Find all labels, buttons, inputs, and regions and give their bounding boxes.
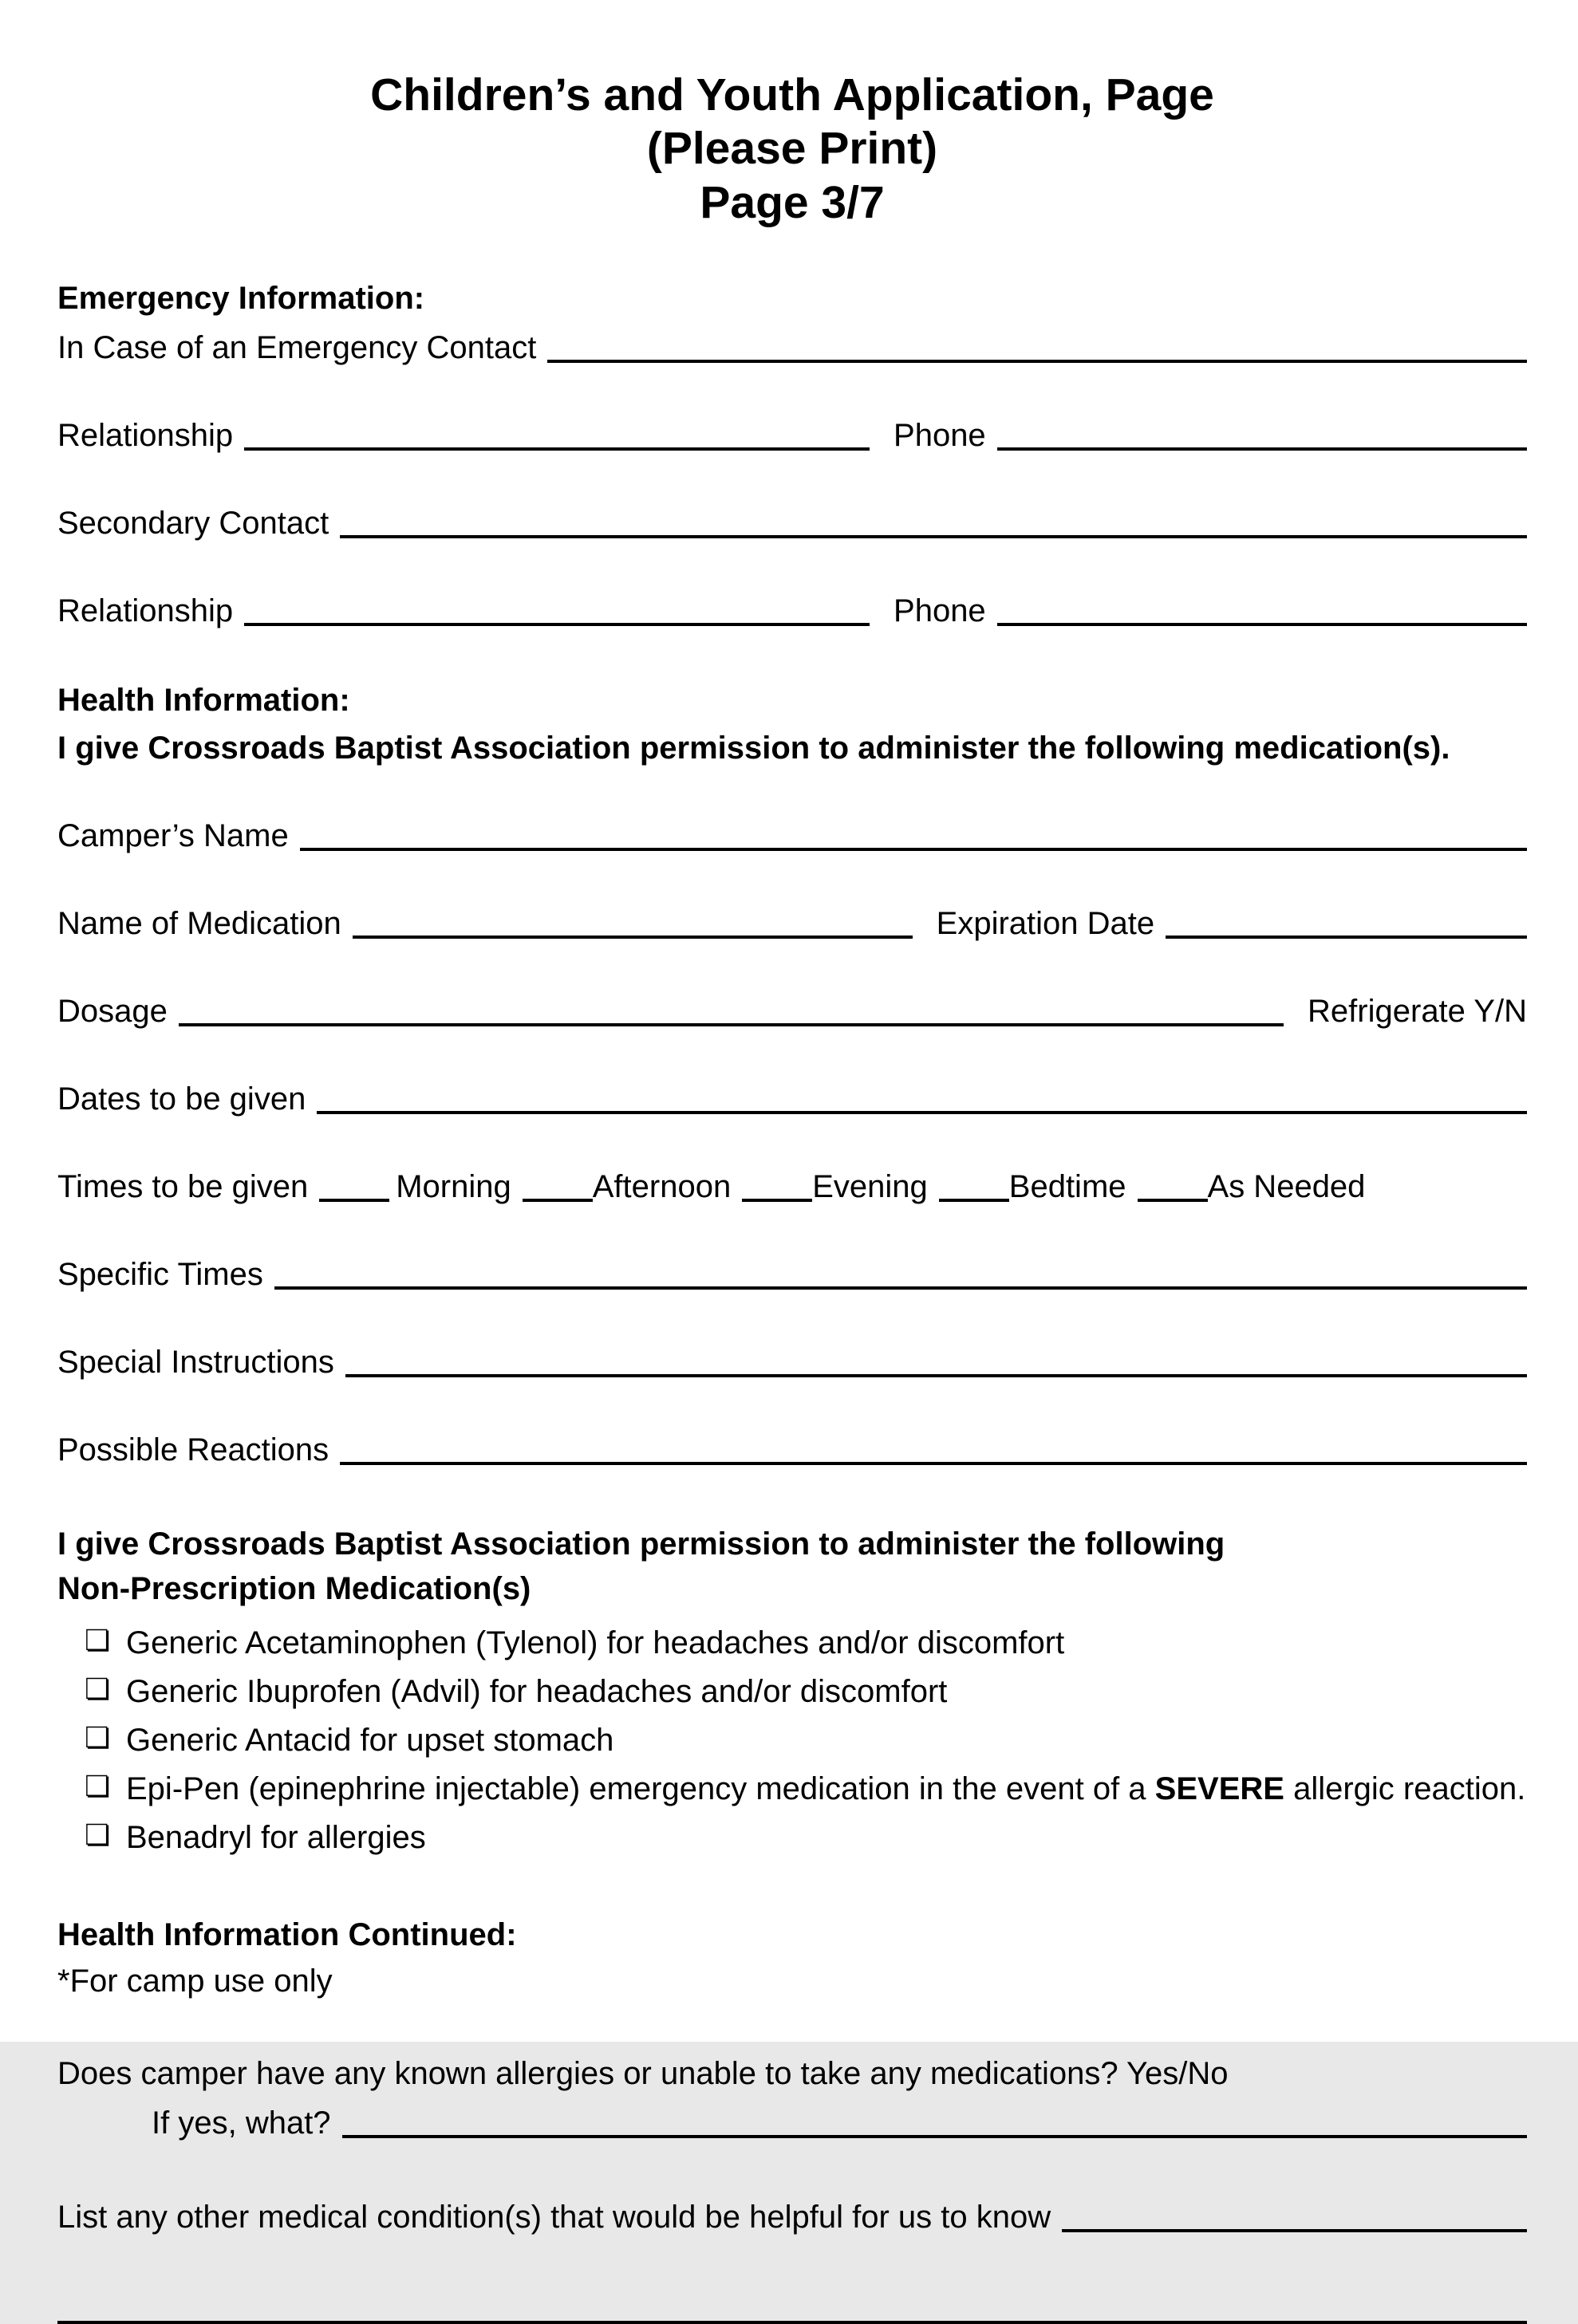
times-given-label: Times to be given <box>57 1168 309 1204</box>
emergency-information-heading: Emergency Information: <box>57 280 425 316</box>
secondary-contact-label: Secondary Contact <box>57 505 329 541</box>
page-title-line2: (Please Print) <box>646 123 938 175</box>
special-instructions-row <box>57 1341 1527 1383</box>
relationship-field-1[interactable] <box>244 447 870 451</box>
secondary-contact-field[interactable] <box>340 535 1527 538</box>
relationship-phone-row-2 <box>57 590 1527 632</box>
page-number: Page 3/7 <box>700 176 885 228</box>
list-item-label: Generic Antacid for upset stomach <box>126 1722 614 1758</box>
list-item-benadryl <box>57 1817 1527 1858</box>
possible-reactions-label: Possible Reactions <box>57 1432 329 1467</box>
special-instructions-field[interactable] <box>345 1374 1527 1377</box>
checkbox-icon[interactable]: ❏ <box>85 1672 111 1705</box>
camp-use-note-row <box>57 1960 1527 2002</box>
campers-name-label: Camper’s Name <box>57 817 289 853</box>
epipen-text-start: Epi-Pen (epinephrine injectable) emergency medication in the event of a <box>126 1771 1155 1806</box>
phone-label-2: Phone <box>894 593 986 628</box>
other-conditions-continuation-field[interactable] <box>57 2321 1527 2324</box>
page-title-line1: Children’s and Youth Application, Page <box>370 69 1214 120</box>
phone-field-1[interactable] <box>997 447 1527 451</box>
expiration-date-label: Expiration Date <box>936 905 1155 941</box>
epipen-text-end: allergic reaction. <box>1284 1771 1526 1806</box>
afternoon-label: Afternoon <box>592 1168 732 1204</box>
checkbox-icon[interactable]: ❏ <box>85 1818 111 1851</box>
evening-label: Evening <box>812 1168 928 1204</box>
emergency-contact-field[interactable] <box>547 360 1527 363</box>
dosage-label: Dosage <box>57 993 168 1029</box>
list-item-antacid <box>57 1719 1527 1761</box>
list-item-label: Generic Ibuprofen (Advil) for headaches and/or discomfort <box>126 1673 948 1709</box>
morning-label: Morning <box>396 1168 511 1204</box>
special-instructions-label: Special Instructions <box>57 1344 334 1380</box>
campers-name-row <box>57 815 1527 857</box>
dosage-field[interactable] <box>179 1023 1284 1026</box>
camp-use-note: *For camp use only <box>57 1963 333 1999</box>
campers-name-field[interactable] <box>300 848 1527 851</box>
possible-reactions-row <box>57 1429 1527 1471</box>
specific-times-field[interactable] <box>274 1286 1527 1290</box>
relationship-label-1: Relationship <box>57 417 234 453</box>
bedtime-label: Bedtime <box>1008 1168 1126 1204</box>
if-yes-label: If yes, what? <box>152 2105 331 2141</box>
list-item-ibuprofen <box>57 1671 1527 1712</box>
if-yes-field[interactable] <box>342 2135 1527 2138</box>
as-needed-checkbox-field[interactable] <box>1138 1199 1208 1202</box>
checkbox-icon[interactable]: ❏ <box>85 1623 111 1656</box>
list-item-acetaminophen <box>57 1622 1527 1664</box>
relationship-label-2: Relationship <box>57 593 234 628</box>
relationship-field-2[interactable] <box>244 623 870 626</box>
health-continued-heading: Health Information Continued: <box>57 1916 517 1952</box>
allergies-question: Does camper have any known allergies or unable to take any medications? Yes/No <box>57 2055 1229 2091</box>
list-item-label: Generic Acetaminophen (Tylenol) for headaches and/or discomfort <box>126 1625 1065 1660</box>
list-item-epipen <box>57 1768 1527 1810</box>
morning-checkbox-field[interactable] <box>319 1199 389 1202</box>
nonprescription-medication-list <box>57 1622 1527 1858</box>
allergies-question-row <box>57 2053 1527 2094</box>
secondary-contact-row <box>57 502 1527 544</box>
refrigerate-label: Refrigerate Y/N <box>1308 993 1527 1029</box>
other-conditions-row <box>57 2196 1527 2238</box>
phone-label-1: Phone <box>894 417 986 453</box>
list-item-label: Benadryl for allergies <box>126 1819 426 1855</box>
phone-field-2[interactable] <box>997 623 1527 626</box>
possible-reactions-field[interactable] <box>340 1462 1527 1465</box>
expiration-date-field[interactable] <box>1166 936 1527 939</box>
as-needed-label: As Needed <box>1207 1168 1366 1204</box>
evening-checkbox-field[interactable] <box>742 1199 812 1202</box>
dates-given-field[interactable] <box>317 1111 1527 1114</box>
list-item-label <box>126 1768 1527 1810</box>
dosage-row <box>57 991 1527 1032</box>
afternoon-checkbox-field[interactable] <box>523 1199 593 1202</box>
medication-name-field[interactable] <box>353 936 913 939</box>
nonprescription-permission-heading-line2: Non-Prescription Medication(s) <box>57 1570 531 1606</box>
page-title <box>57 0 1527 230</box>
nonprescription-permission-heading-line1: I give Crossroads Baptist Association permission to administer the following <box>57 1526 1225 1562</box>
emergency-contact-row <box>57 327 1527 368</box>
other-conditions-label: List any other medical condition(s) that would be helpful for us to know <box>57 2199 1051 2235</box>
other-conditions-field[interactable] <box>1062 2229 1527 2232</box>
dates-given-label: Dates to be given <box>57 1081 306 1117</box>
times-given-row <box>57 1166 1527 1207</box>
severe-emphasis: SEVERE <box>1154 1771 1284 1806</box>
dates-given-row <box>57 1078 1527 1120</box>
emergency-contact-label: In Case of an Emergency Contact <box>57 329 537 365</box>
medication-permission-statement: I give Crossroads Baptist Association permission to administer the following medication(s). <box>57 730 1450 766</box>
checkbox-icon[interactable]: ❏ <box>85 1769 111 1802</box>
medication-name-row <box>57 903 1527 944</box>
relationship-phone-row-1 <box>57 415 1527 456</box>
specific-times-label: Specific Times <box>57 1256 263 1292</box>
specific-times-row <box>57 1254 1527 1295</box>
medication-name-label: Name of Medication <box>57 905 341 941</box>
checkbox-icon[interactable]: ❏ <box>85 1720 111 1754</box>
health-information-heading: Health Information: <box>57 682 350 718</box>
bedtime-checkbox-field[interactable] <box>939 1199 1009 1202</box>
if-yes-row <box>57 2102 1527 2144</box>
